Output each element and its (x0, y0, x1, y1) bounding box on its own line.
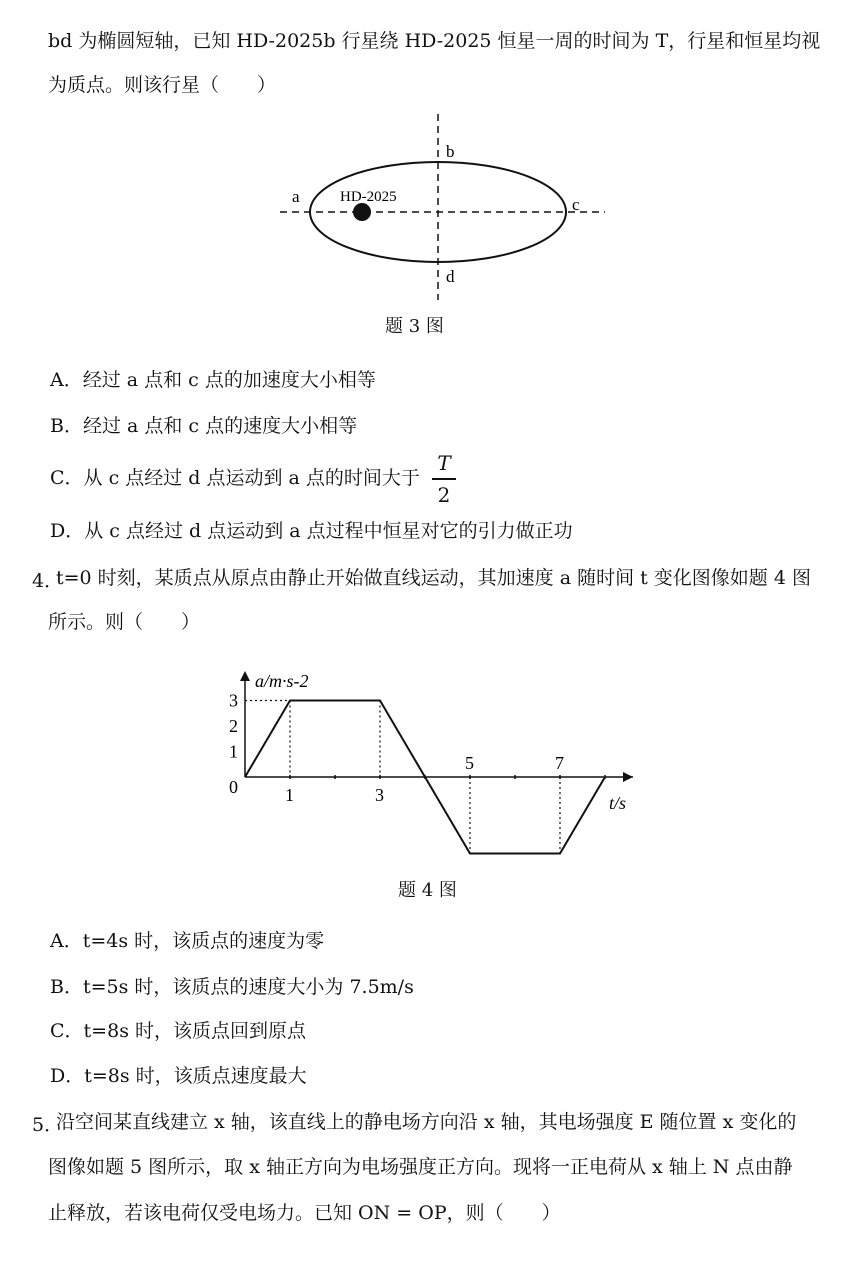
option-text: 经过 a 点和 c 点的速度大小相等 (82, 415, 358, 437)
x-tick-label: 3 (375, 785, 384, 805)
y-tick-label: 1 (229, 741, 238, 762)
x-axis-label: t/s (609, 793, 627, 813)
option-label: D． (50, 1065, 85, 1087)
option-label: A． (50, 930, 83, 952)
option-label: B． (50, 415, 83, 437)
label-star: HD-2025 (340, 189, 397, 205)
y-axis-label: a/m·s-2 (255, 671, 309, 691)
option-text: 从 c 点经过 d 点运动到 a 点的时间大于 (83, 467, 420, 489)
q3-option-a (50, 368, 376, 392)
q4-figure-caption: 题 4 图 (398, 880, 457, 901)
option-text: t=8s 时，该质点回到原点 (83, 1020, 306, 1042)
q4-acceleration-chart (215, 665, 655, 865)
label-b: b (446, 142, 455, 161)
fraction-bar (432, 478, 456, 480)
q3-figure-caption: 题 3 图 (385, 316, 444, 337)
label-d: d (446, 267, 455, 286)
q5-line1: 沿空间某直线建立 x 轴，该直线上的静电场方向沿 x 轴，其电场强度 E 随位置 x 变化的 (56, 1111, 797, 1133)
y-tick-label: 2 (229, 716, 238, 736)
label-c: c (572, 195, 580, 214)
option-label: B． (50, 976, 83, 998)
q3-orbit-figure (270, 110, 620, 310)
origin-label: 0 (229, 777, 238, 797)
option-label: C． (50, 467, 84, 489)
option-text: t=5s 时，该质点的速度大小为 7.5m/s (82, 976, 414, 998)
q4-stem-line2: 所示。则（ ） (48, 611, 201, 633)
q5-line3: 止释放，若该电荷仅受电场力。已知 ON = OP，则（ ） (48, 1202, 561, 1224)
y-tick-label: 3 (229, 690, 238, 711)
fraction-denominator: 2 (437, 483, 451, 507)
q4-option-d (50, 1064, 307, 1088)
q4-stem-line1: t=0 时刻，某质点从原点由静止开始做直线运动，其加速度 a 随时间 t 变化图像如题 4 图 (56, 567, 811, 589)
x-axis-arrow (623, 772, 633, 782)
x-tick-label: 7 (555, 753, 564, 773)
option-text: t=4s 时，该质点的速度为零 (82, 930, 325, 952)
q3-option-c (50, 466, 420, 490)
option-text: 经过 a 点和 c 点的加速度大小相等 (82, 369, 376, 391)
option-text: t=8s 时，该质点速度最大 (84, 1065, 307, 1087)
option-label: D． (50, 520, 85, 542)
q3-stem-line1: bd 为椭圆短轴，已知 HD-2025b 行星绕 HD-2025 恒星一周的时间为 T，行星和恒星均视 (48, 30, 821, 52)
q3-option-d (50, 519, 573, 543)
option-text: 从 c 点经过 d 点运动到 a 点过程中恒星对它的引力做正功 (84, 520, 573, 542)
x-tick-label: 1 (285, 785, 294, 805)
fraction-numerator: T (437, 451, 451, 475)
q5-number: 5． (32, 1114, 64, 1136)
q5-line2: 图像如题 5 图所示，取 x 轴正方向为电场强度正方向。现将一正电荷从 x 轴上 N 点由静 (48, 1156, 793, 1178)
option-label: A． (50, 369, 83, 391)
q3-option-b (50, 414, 357, 438)
label-a: a (292, 187, 300, 206)
y-axis-arrow (240, 671, 250, 681)
q4-number: 4． (32, 570, 64, 592)
q4-option-a (50, 929, 324, 953)
star-dot (353, 203, 371, 221)
q3-stem-line2: 为质点。则该行星（ ） (48, 74, 277, 96)
option-label: C． (50, 1020, 84, 1042)
x-tick-label: 5 (465, 753, 474, 773)
q4-option-b (50, 975, 414, 999)
q4-option-c (50, 1019, 306, 1043)
